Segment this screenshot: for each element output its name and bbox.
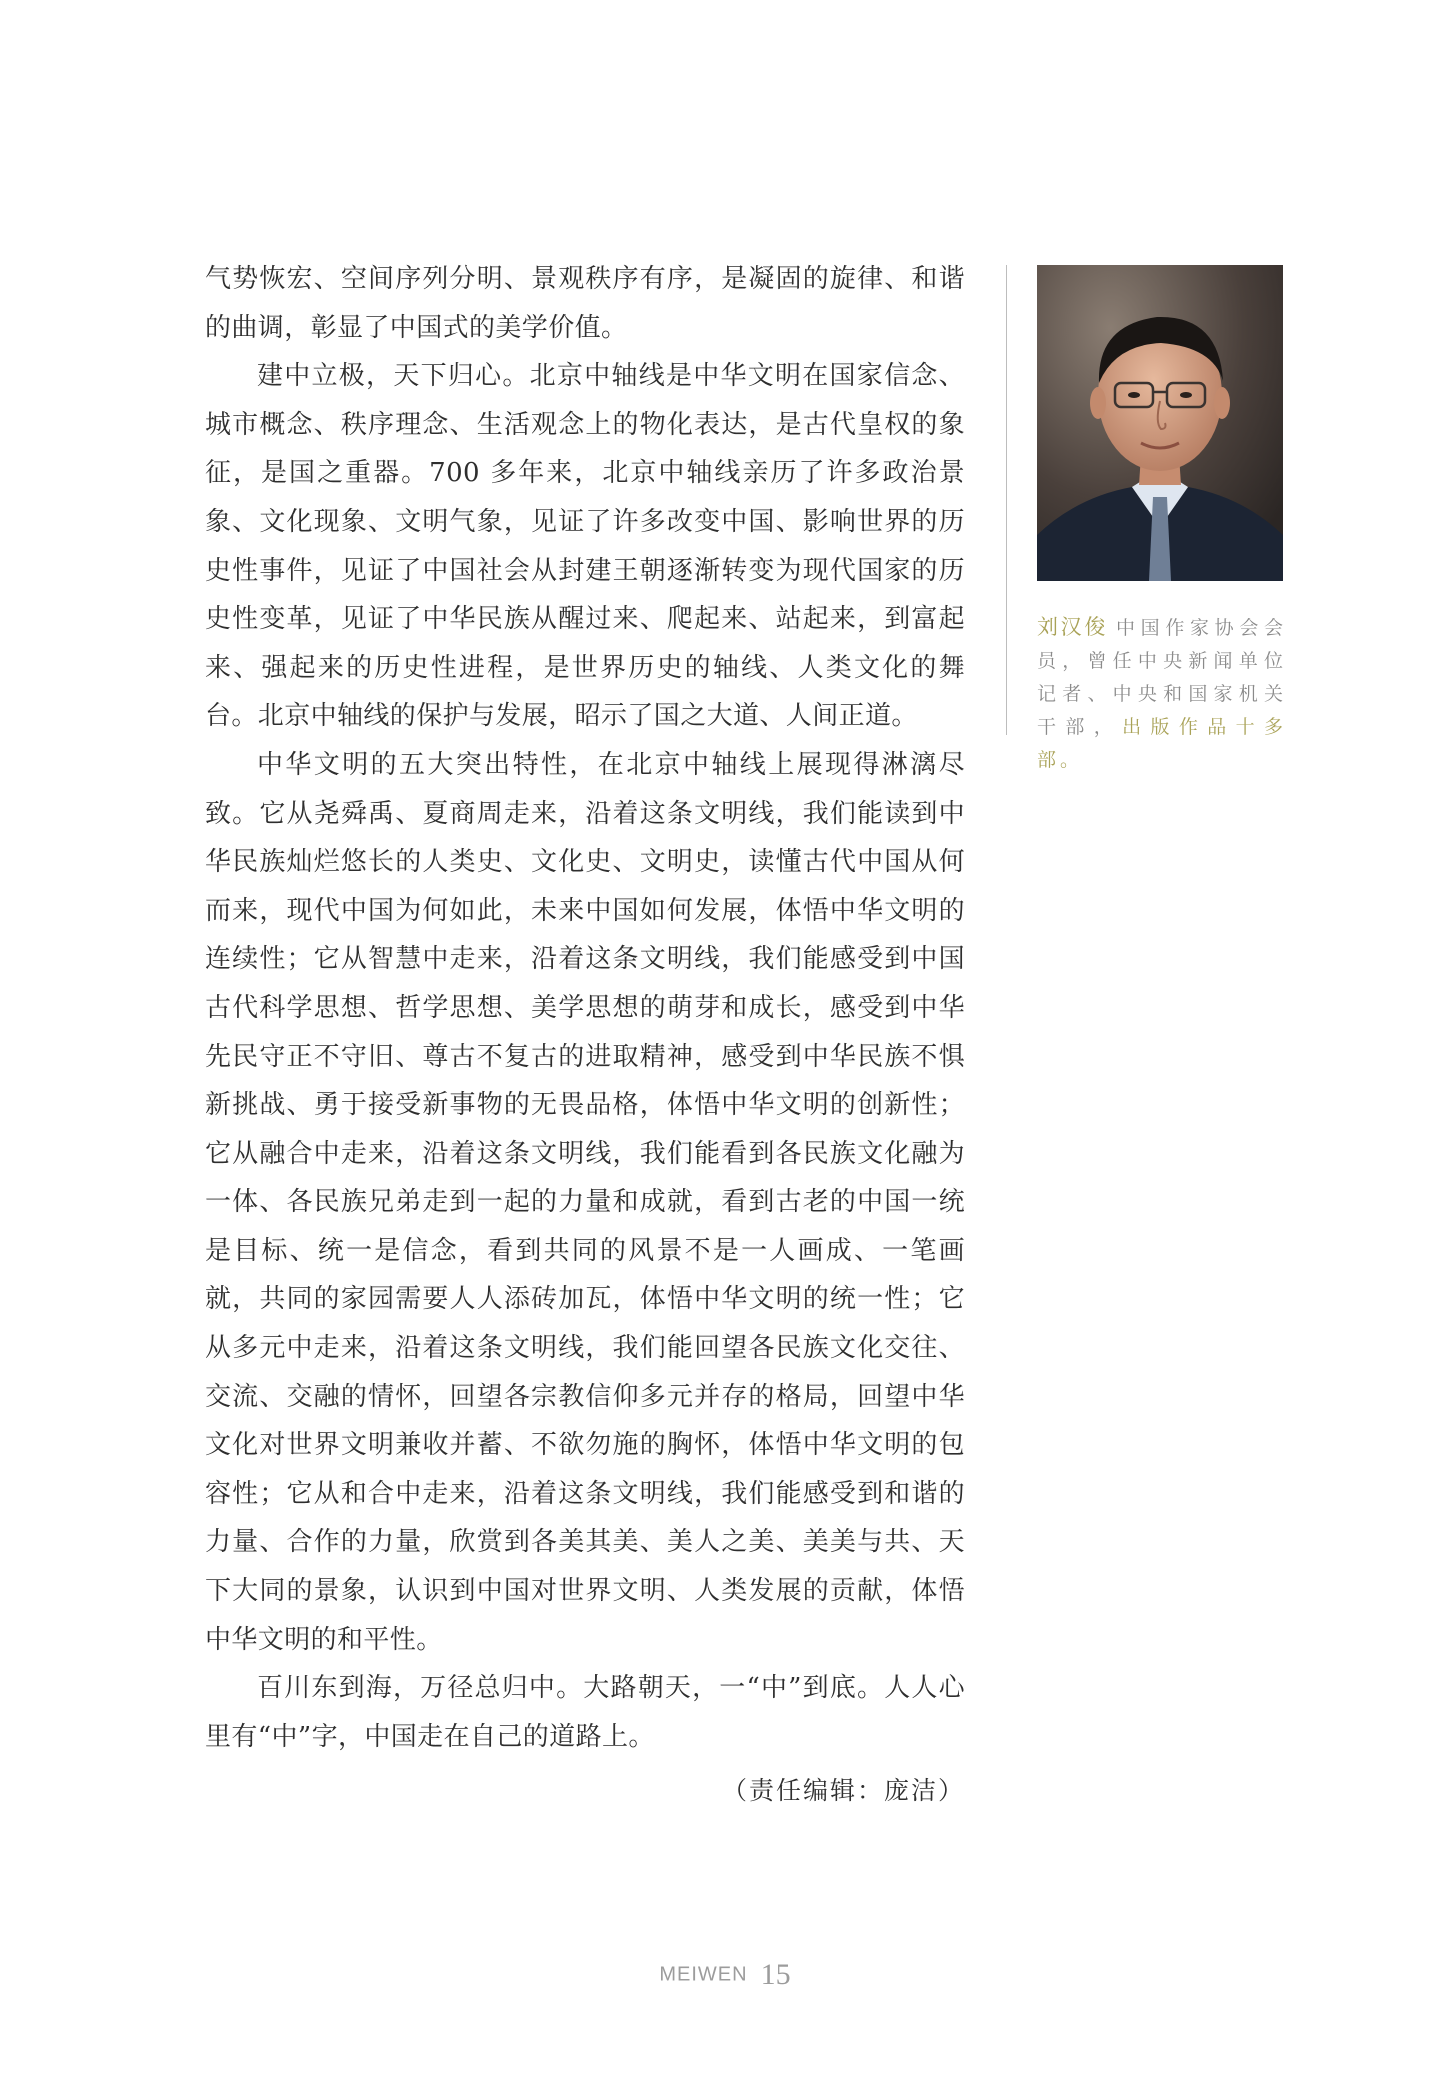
paragraph-4: 百川东到海，万径总归中。大路朝天，一“中”到底。人人心里有“中”字，中国走在自己的道路上。: [205, 1673, 965, 1752]
paragraph-3: 中华文明的五大突出特性，在北京中轴线上展现得淋漓尽致。它从尧舜禹、夏商周走来，沿着这条文明线，我们能读到中华民族灿烂悠长的人类史、文化史、文明史，读懂古代中国从何而来，现代中国为何如此，未来中国如何发展，体悟中华文明的连续性；它从智慧中走来，沿着这条文明线，我们能感受到中国古代科学思想、哲学思想、美学思想的萌芽和成长，感受到中华先民守正不守旧、尊古不复古的进取精神，感受到中华民族不惧新挑战、勇于接受新事物的无畏品格，体悟中华文明的创新性；它从融合中走来，沿着这条文明线，我们能看到各民族文化融为一体、各民族兄弟走到一起的力量和成就，看到古老的中国一统是目标、统一是信念，看到共同的风景不是一人画成、一笔画就，共同的家园需要人人添砖加瓦，体悟中华文明的统一性；它从多元中走来，沿着这条文明线，我们能回望各民族文化交往、交流、交融的情怀，回望各宗教信仰多元并存的格局，回望中华文化对世界文明兼收并蓄、不欲勿施的胸怀，体悟中华文明的包容性；它从和合中走来，沿着这条文明线，我们能感受到和谐的力量、合作的力量，欣赏到各美其美、美人之美、美美与共、天下大同的景象，认识到中国对世界文明、人类发展的贡献，体悟中华文明的和平性。: [205, 749, 965, 1655]
page-footer: [0, 1958, 1450, 1992]
author-bio: [1037, 611, 1287, 777]
author-sidebar: [1006, 265, 1287, 771]
page-number: 15: [760, 1958, 791, 1991]
article-body: [205, 255, 965, 1816]
author-photo: [1037, 265, 1283, 581]
author-bio-highlight: 出版作品十多部。: [1037, 716, 1287, 771]
author-portrait-image: [1037, 265, 1283, 581]
paragraph-1: 气势恢宏、空间序列分明、景观秩序有序，是凝固的旋律、和谐的曲调，彰显了中国式的美学价值。: [205, 264, 965, 343]
paragraph-2: 建中立极，天下归心。北京中轴线是中华文明在国家信念、城市概念、秩序理念、生活观念上的物化表达，是古代皇权的象征，是国之重器。700 多年来，北京中轴线亲历了许多政治景象、文化现象、文明气象，见证了许多改变中国、影响世界的历史性事件，见证了中国社会从封建王朝逐渐转变为现代国家的历史性变革，见证了中华民族从醒过来、爬起来、站起来，到富起来、强起来的历史性进程，是世界历史的轴线、人类文化的舞台。北京中轴线的保护与发展，昭示了国之大道、人间正道。: [205, 361, 965, 732]
magazine-brand: MEIWEN: [659, 1963, 748, 1986]
author-name: 刘汉俊: [1037, 615, 1108, 639]
author-bio-text: 中国作家协会会员，曾任中央新闻单位记者、中央和国家机关干部，: [1037, 617, 1287, 738]
editor-credit: （责任编辑：庞洁）: [721, 1776, 965, 1806]
